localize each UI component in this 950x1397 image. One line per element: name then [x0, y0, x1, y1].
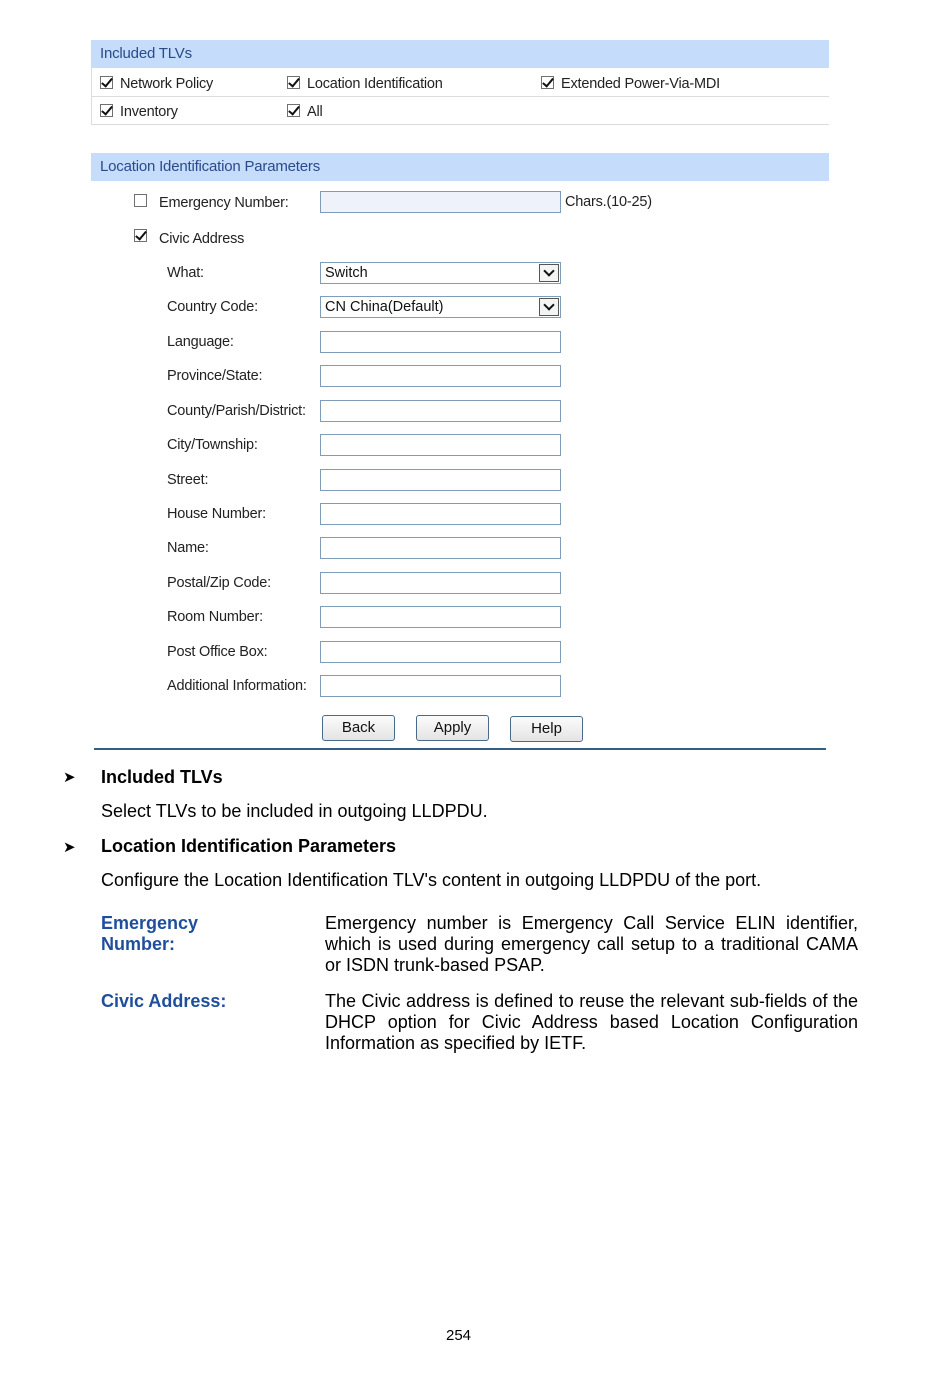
emergency-number-label: Emergency Number: — [159, 195, 289, 211]
page-number: 254 — [446, 1327, 472, 1344]
room-number-label: Room Number: — [167, 609, 263, 626]
country-code-label: Country Code: — [167, 299, 258, 315]
province-state-label: Province/State: — [167, 368, 263, 385]
section-location-title: Location Identification Parameters — [101, 836, 397, 856]
house-number-label: House Number: — [167, 506, 266, 522]
emergency-number-hint: Chars.(10-25) — [565, 194, 652, 210]
section-included-tlvs-text: Select TLVs to be included in outgoing LLDPDU. — [101, 801, 488, 821]
checkbox[interactable] — [541, 76, 554, 89]
county-parish-district-label: County/Parish/District: — [167, 402, 306, 419]
country-code-select[interactable] — [320, 296, 561, 318]
street-input[interactable] — [320, 469, 561, 491]
room-number-input[interactable] — [320, 606, 561, 628]
postal-zip-code-label: Postal/Zip Code: — [167, 574, 271, 591]
bullet-arrow-icon: ➤ — [63, 839, 76, 856]
included-tlvs-header: Included TLVs — [91, 40, 829, 68]
county-parish-district-input[interactable] — [320, 400, 561, 422]
house-number-input[interactable] — [320, 503, 561, 525]
language-input[interactable] — [320, 331, 561, 353]
checkbox[interactable] — [287, 104, 300, 117]
manual-page: Included TLVs Network Policy Location Identification Extended Power-Via-MDI Inventory All Location Identification Parameters Emergency Number: Chars.(10-25) Civic Address What: Switch Country Code: CN China(Default) Language: Province/State: County/Parish/District: City/Township: Street: House Number: Name: Postal/Zip Code: Room Number: Post Office Box: Additional Information: Back Apply Help ➤ Included TLVs Select TLVs to be included in outgoing LLDPDU. ➤ Location Identification Parameters Configure the Location Identification TLV's content in outgoing LLDPDU of the port. Emergency Number: Emergency number is Emergency Call Service ELIN identifier, which is used during emergency call setup to a traditional CAMA or ISDN trunk-based PSAP. Civic Address: The Civic address is defined to reuse the relevant sub-fields of the DHCP option for Civic Address based Location Configuration Information as specified by IETF. 254 — [0, 0, 950, 1397]
post-office-box-label: Post Office Box: — [167, 643, 268, 660]
term-civic-address: Civic Address: — [101, 991, 227, 1011]
city-township-label: City/Township: — [167, 437, 258, 454]
city-township-input[interactable] — [320, 434, 561, 456]
chevron-down-icon[interactable] — [539, 298, 559, 316]
checkbox[interactable] — [100, 76, 113, 89]
back-button[interactable]: Back — [322, 715, 395, 741]
name-input[interactable] — [320, 537, 561, 559]
country-code-value: CN China(Default) — [325, 299, 444, 315]
apply-button[interactable]: Apply — [416, 715, 489, 741]
desc-civic-address: The Civic address is defined to reuse the relevant sub-fields of the DHCP option for Civic Address based Location Configuration Information as specified by IETF. — [325, 991, 858, 1053]
location-params-header: Location Identification Parameters — [91, 153, 829, 181]
civic-address-label: Civic Address — [159, 231, 245, 247]
emergency-number-input[interactable] — [320, 191, 561, 213]
additional-information-input[interactable] — [320, 675, 561, 697]
what-value: Switch — [325, 265, 368, 281]
bullet-arrow-icon: ➤ — [63, 769, 76, 786]
province-state-input[interactable] — [320, 365, 561, 387]
checkbox[interactable] — [287, 76, 300, 89]
section-included-tlvs-title: Included TLVs — [101, 767, 223, 787]
desc-emergency-number: Emergency number is Emergency Call Service ELIN identifier, which is used during emergency call setup to a traditional CAMA or ISDN trunk-based PSAP. — [325, 913, 858, 975]
emergency-number-checkbox[interactable] — [134, 194, 147, 207]
what-select[interactable] — [320, 262, 561, 284]
term-emergency-number: Emergency Number: — [101, 913, 199, 954]
divider — [94, 748, 826, 750]
street-label: Street: — [167, 471, 209, 488]
name-label: Name: — [167, 540, 209, 557]
additional-information-label: Additional Information: — [167, 678, 307, 694]
chevron-down-icon[interactable] — [539, 264, 559, 282]
what-label: What: — [167, 265, 204, 281]
section-location-text: Configure the Location Identification TLV's content in outgoing LLDPDU of the port. — [101, 870, 762, 890]
civic-address-checkbox[interactable] — [134, 229, 147, 242]
language-label: Language: — [167, 334, 234, 350]
postal-zip-code-input[interactable] — [320, 572, 561, 594]
post-office-box-input[interactable] — [320, 641, 561, 663]
checkbox[interactable] — [100, 104, 113, 117]
help-button[interactable]: Help — [510, 716, 583, 742]
